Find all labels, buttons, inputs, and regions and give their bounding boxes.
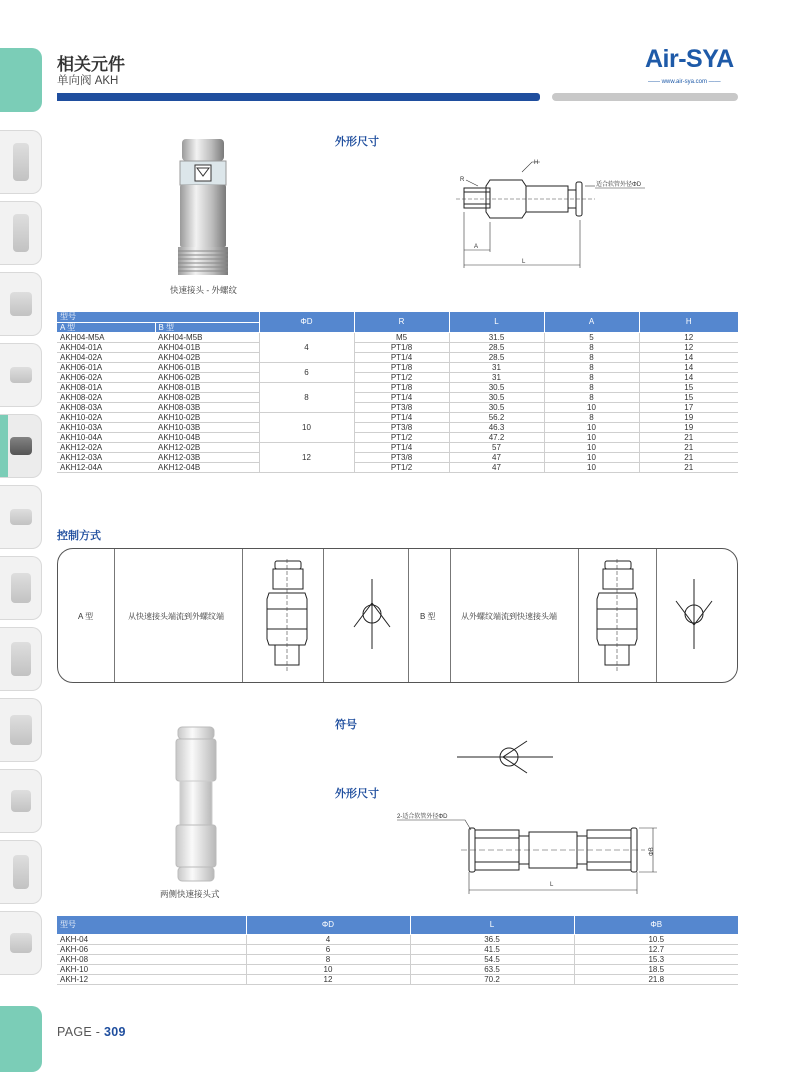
sidebar-tab-bottom[interactable]: [0, 1006, 42, 1072]
brand-logo: Air-SYA: [645, 45, 734, 73]
dimension-title-2: 外形尺寸: [335, 788, 379, 800]
sidebar-tab-accessory[interactable]: [0, 911, 42, 975]
header-bar-blue: [57, 93, 540, 101]
sidebar-tab-lubricator[interactable]: [0, 201, 42, 265]
th-l: L: [449, 312, 544, 332]
sidebar-tab-top[interactable]: [0, 48, 42, 112]
th2-l: L: [410, 916, 574, 934]
fitting-icon: [10, 367, 32, 383]
label-r: R: [460, 177, 465, 183]
regulator-icon: [10, 292, 32, 316]
table-row: AKH12-04A AKH12-04B PT1/2 47 10 21: [57, 462, 738, 472]
table-row: AKH-12 12 70.2 21.8: [57, 974, 738, 984]
sidebar-tab-fitting[interactable]: [0, 343, 42, 407]
label-hose-2: 2-适合软管外径ΦD: [397, 814, 448, 820]
accessory-icon: [10, 933, 32, 953]
sidebar-tab-elbow[interactable]: [0, 769, 42, 833]
sidebar-tab-cylinder[interactable]: [0, 485, 42, 549]
th2-d: ΦD: [246, 916, 410, 934]
dimension-title-1: 外形尺寸: [335, 136, 379, 148]
th-d: ΦD: [259, 312, 354, 332]
photo-caption-2: 两侧快速接头式: [160, 889, 220, 899]
sidebar-tab-filter[interactable]: [0, 130, 42, 194]
check-valve-symbol: [455, 735, 555, 780]
th-type-a: A 型: [57, 322, 155, 332]
th-type-b: B 型: [155, 322, 259, 332]
label-h: H: [534, 160, 539, 166]
sidebar-tab-manifold[interactable]: [0, 698, 42, 762]
control-desc-a: 从快速接头端流到外螺纹端: [128, 612, 224, 621]
th-r: R: [354, 312, 449, 332]
elbow-icon: [11, 790, 31, 812]
page-subtitle: 单向阀 AKH: [57, 75, 119, 87]
spec-table-2: [57, 916, 738, 985]
sidebar-tab-switch[interactable]: [0, 627, 42, 691]
control-title: 控制方式: [57, 530, 101, 542]
label-l: L: [522, 259, 526, 265]
product-photo-akh: [160, 135, 250, 280]
th-h: H: [639, 312, 738, 332]
table-row: AKH12-02A AKH12-02B 12 PT1/4 57 10 21: [57, 442, 738, 452]
th-a: A: [544, 312, 639, 332]
table-row: AKH-08 8 54.5 15.3: [57, 954, 738, 964]
th-model: 型号: [57, 312, 259, 322]
table-row: AKH10-04A AKH10-04B PT1/2 47.2 10 21: [57, 432, 738, 442]
fitting-drawing-b: [593, 559, 641, 674]
header-bar-grey: [552, 93, 738, 101]
table-row: AKH06-02A AKH06-02B PT1/2 31 8 14: [57, 372, 738, 382]
valve-icon: [10, 437, 32, 455]
control-type-a: A 型: [78, 612, 94, 621]
solenoid-icon: [11, 573, 31, 603]
label-b: ΦB: [649, 847, 655, 856]
brand-url: —— www.air-sya.com ——: [648, 79, 721, 85]
photo-caption-1: 快速接头 - 外螺纹: [170, 285, 238, 295]
manifold-icon: [10, 715, 32, 745]
spec-table-1: [57, 312, 738, 473]
fitting-drawing-a: [263, 559, 311, 674]
table-row: AKH04-01A AKH04-01B PT1/8 28.5 8 12: [57, 342, 738, 352]
control-box: [57, 548, 738, 683]
table-row: AKH12-03A AKH12-03B PT3/8 47 10 21: [57, 452, 738, 462]
table-row: AKH10-03A AKH10-03B PT3/8 46.3 10 19: [57, 422, 738, 432]
silencer-icon: [13, 855, 29, 889]
th2-model: 型号: [57, 916, 246, 934]
table-row: AKH-06 6 41.5 12.7: [57, 944, 738, 954]
control-desc-b: 从外螺纹端流到快速接头端: [461, 612, 557, 621]
symbol-title: 符号: [335, 719, 357, 731]
filter-icon: [13, 143, 29, 181]
check-valve-symbol-a: [348, 579, 396, 649]
check-valve-symbol-b: [670, 579, 718, 649]
sidebar-tab-silencer[interactable]: [0, 840, 42, 904]
table-row: AKH08-03A AKH08-03B PT3/8 30.5 10 17: [57, 402, 738, 412]
sidebar-tab-valve[interactable]: [0, 414, 42, 478]
sidebar-tab-regulator[interactable]: [0, 272, 42, 336]
cylinder-icon: [10, 509, 32, 525]
table-row: AKH04-M5A AKH04-M5B 4 M5 31.5 5 12: [57, 332, 738, 342]
dimension-drawing-2: [395, 808, 665, 898]
table-row: AKH08-02A AKH08-02B PT1/4 30.5 8 15: [57, 392, 738, 402]
table-row: AKH-04 4 36.5 10.5: [57, 934, 738, 944]
control-type-b: B 型: [420, 612, 436, 621]
page-number: PAGE - 309: [57, 1025, 126, 1039]
switch-icon: [11, 642, 31, 676]
product-photo-akh-union: [170, 725, 222, 885]
table-row: AKH-10 10 63.5 18.5: [57, 964, 738, 974]
label-l-2: L: [550, 882, 554, 888]
table-row: AKH08-01A AKH08-01B 8 PT1/8 30.5 8 15: [57, 382, 738, 392]
table-row: AKH06-01A AKH06-01B 6 PT1/8 31 8 14: [57, 362, 738, 372]
dimension-drawing-1: [450, 150, 660, 275]
page-title: 相关元件: [57, 55, 125, 74]
sidebar-tab-solenoid[interactable]: [0, 556, 42, 620]
label-hose: 适合软管外径ΦD: [596, 182, 642, 188]
table-row: AKH04-02A AKH04-02B PT1/4 28.5 8 14: [57, 352, 738, 362]
label-a: A: [474, 244, 479, 250]
table-row: AKH10-02A AKH10-02B 10 PT1/4 56.2 8 19: [57, 412, 738, 422]
lubricator-icon: [13, 214, 29, 252]
th2-b: ΦB: [574, 916, 738, 934]
